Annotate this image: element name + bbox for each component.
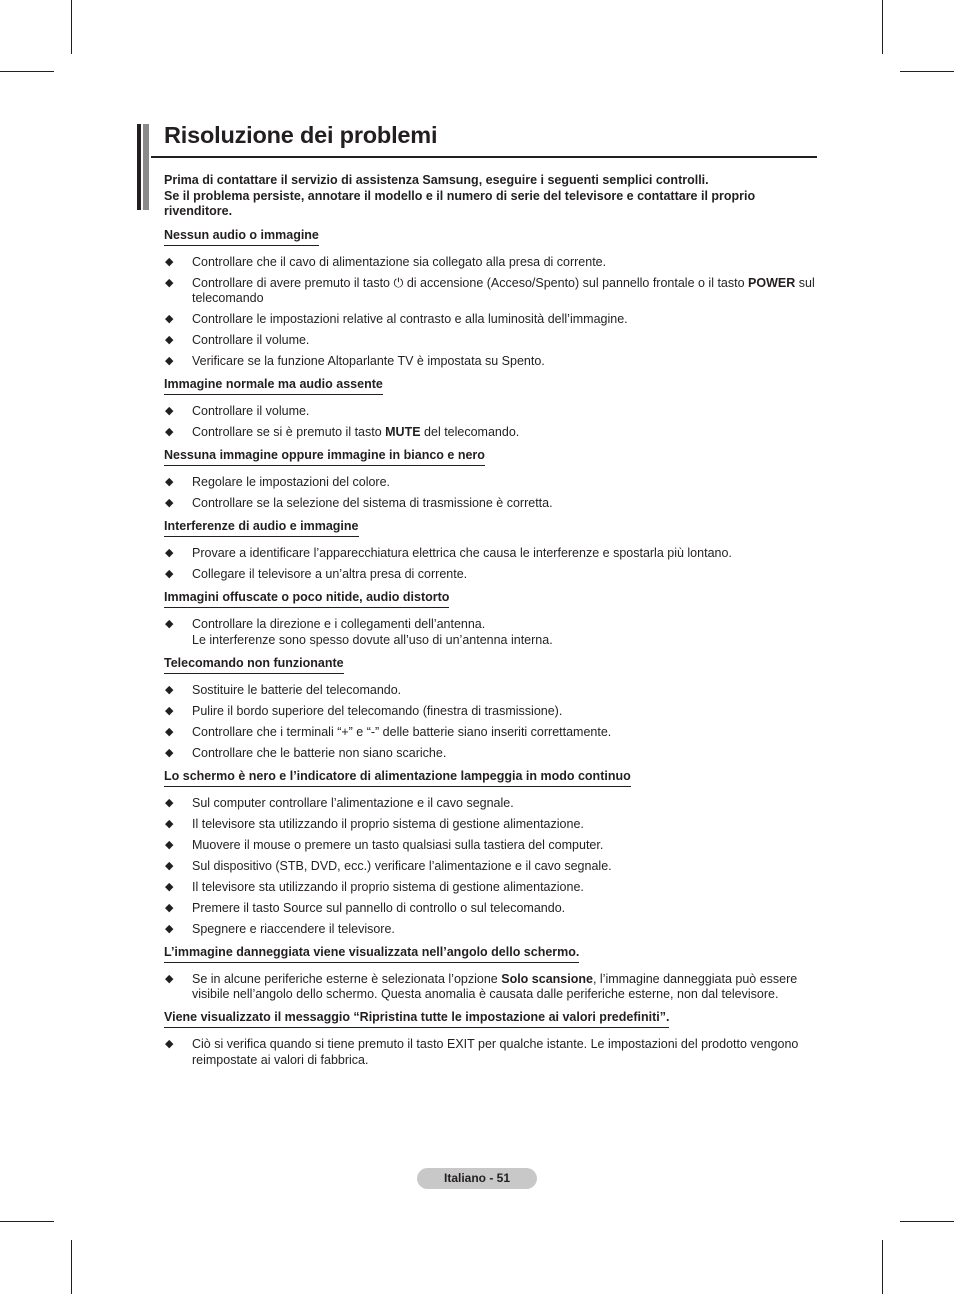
item-text: Controllare il volume. — [192, 404, 310, 418]
diamond-bullet-icon: ◆ — [165, 313, 174, 325]
item-text: Sul computer controllare l’alimentazione e il cavo segnale. — [192, 795, 514, 810]
item-text: Pulire il bordo superiore del telecomando (finestra di trasmissione). — [192, 703, 563, 718]
item-text: Premere il tasto Source sul pannello di controllo o sul telecomando. — [192, 900, 566, 915]
diamond-bullet-icon: ◆ — [165, 838, 174, 851]
power-icon: ⏻ — [393, 275, 404, 290]
section-heading: Nessuna immagine oppure immagine in bianco e nero — [164, 448, 485, 466]
item-text: Controllare se si è premuto il tasto — [192, 425, 386, 439]
check-list — [164, 796, 817, 938]
diamond-bullet-icon: ◆ — [165, 725, 174, 738]
item-text: Verificare se la funzione Altoparlante TV è impostata su Spento. — [192, 354, 545, 368]
list-item — [164, 496, 817, 512]
crop-mark — [71, 1240, 72, 1294]
title-side-bar — [137, 124, 152, 210]
list-item — [164, 796, 817, 812]
diamond-bullet-icon: ◆ — [165, 618, 174, 630]
list-item — [164, 475, 817, 491]
list-item — [164, 425, 817, 441]
item-text-bold: POWER — [748, 275, 796, 290]
diamond-bullet-icon: ◆ — [165, 817, 174, 830]
diamond-bullet-icon: ◆ — [165, 746, 174, 759]
item-text: Controllare che i terminali “+” e “-” delle batterie siano inseriti correttamente. — [192, 724, 612, 739]
page-content — [164, 173, 817, 1074]
section-heading: Nessun audio o immagine — [164, 228, 319, 246]
intro-line: Prima di contattare il servizio di assistenza Samsung, eseguire i seguenti semplici controlli. — [164, 173, 709, 187]
diamond-bullet-icon: ◆ — [165, 334, 174, 346]
item-text: Regolare le impostazioni del colore. — [192, 475, 391, 489]
list-item — [164, 1037, 817, 1068]
troubleshooting-section — [164, 588, 817, 648]
diamond-bullet-icon: ◆ — [165, 683, 174, 696]
list-item — [164, 704, 817, 720]
check-list — [164, 255, 817, 370]
troubleshooting-section — [164, 1008, 817, 1068]
item-text: Controllare che il cavo di alimentazione sia collegato alla presa di corrente. — [192, 254, 607, 269]
check-list — [164, 404, 817, 441]
diamond-bullet-icon: ◆ — [165, 476, 174, 488]
list-item — [164, 333, 817, 349]
section-heading: Immagine normale ma audio assente — [164, 377, 383, 395]
section-heading: Lo schermo è nero e l’indicatore di alimentazione lampeggia in modo continuo — [164, 769, 631, 787]
list-item — [164, 817, 817, 833]
diamond-bullet-icon: ◆ — [165, 355, 174, 367]
diamond-bullet-icon: ◆ — [165, 426, 174, 438]
list-item — [164, 880, 817, 896]
item-text: Il televisore sta utilizzando il proprio sistema di gestione alimentazione. — [192, 816, 584, 831]
diamond-bullet-icon: ◆ — [165, 497, 174, 509]
troubleshooting-section — [164, 943, 817, 1003]
diamond-bullet-icon: ◆ — [165, 859, 174, 872]
list-item — [164, 617, 817, 648]
diamond-bullet-icon: ◆ — [165, 547, 174, 559]
item-text: Sul dispositivo (STB, DVD, ecc.) verificare l’alimentazione e il cavo segnale. — [192, 858, 612, 873]
diamond-bullet-icon: ◆ — [165, 568, 174, 580]
item-text: Controllare il volume. — [192, 333, 310, 347]
check-list — [164, 617, 817, 648]
crop-mark — [900, 1221, 954, 1222]
item-text: Provare a identificare l’apparecchiatura elettrica che causa le interferenze e spostarla più lontano. — [192, 546, 732, 560]
diamond-bullet-icon: ◆ — [165, 901, 174, 914]
item-text: Se in alcune periferiche esterne è selezionata l’opzione — [192, 971, 502, 986]
troubleshooting-section — [164, 446, 817, 512]
diamond-bullet-icon: ◆ — [165, 1038, 174, 1050]
title-rule — [151, 156, 817, 158]
list-item — [164, 404, 817, 420]
troubleshooting-section — [164, 375, 817, 441]
diamond-bullet-icon: ◆ — [165, 922, 174, 935]
list-item — [164, 567, 817, 583]
crop-mark — [71, 0, 72, 54]
intro-text — [164, 173, 817, 220]
item-text: di accensione (Acceso/Spento) sul pannello frontale o il tasto — [403, 275, 749, 290]
list-item — [164, 725, 817, 741]
item-text: Ciò si verifica quando si tiene premuto il tasto EXIT per qualche istante. Le impostazioni del prodotto vengono reimpostate ai valori di fabbrica. — [192, 1037, 799, 1067]
diamond-bullet-icon: ◆ — [165, 276, 174, 289]
section-heading: L’immagine danneggiata viene visualizzata nell’angolo dello schermo. — [164, 945, 579, 963]
troubleshooting-section — [164, 654, 817, 762]
crop-mark — [900, 71, 954, 72]
item-text-bold: MUTE — [385, 425, 421, 439]
list-item — [164, 901, 817, 917]
section-heading: Interferenze di audio e immagine — [164, 519, 359, 537]
item-text: Sostituire le batterie del telecomando. — [192, 682, 402, 697]
check-list — [164, 683, 817, 762]
diamond-bullet-icon: ◆ — [165, 972, 174, 985]
check-list — [164, 972, 817, 1003]
diamond-bullet-icon: ◆ — [165, 880, 174, 893]
item-text-line: Controllare la direzione e i collegamenti dell’antenna. — [192, 617, 486, 631]
item-text: Controllare le impostazioni relative al contrasto e alla luminosità dell’immagine. — [192, 312, 628, 326]
list-item — [164, 859, 817, 875]
list-item — [164, 546, 817, 562]
list-item — [164, 255, 817, 271]
page-title: Risoluzione dei problemi — [164, 122, 438, 148]
troubleshooting-section — [164, 226, 817, 370]
diamond-bullet-icon: ◆ — [165, 704, 174, 717]
list-item — [164, 312, 817, 328]
check-list — [164, 475, 817, 512]
item-text: Controllare se la selezione del sistema di trasmissione è corretta. — [192, 496, 553, 510]
list-item — [164, 354, 817, 370]
list-item — [164, 746, 817, 762]
check-list — [164, 1037, 817, 1068]
item-text: Collegare il televisore a un’altra presa di corrente. — [192, 567, 468, 581]
section-heading: Telecomando non funzionante — [164, 656, 344, 674]
item-text: Il televisore sta utilizzando il proprio sistema di gestione alimentazione. — [192, 879, 584, 894]
troubleshooting-section — [164, 767, 817, 938]
item-text: Controllare di avere premuto il tasto — [192, 275, 394, 290]
intro-line: Se il problema persiste, annotare il modello e il numero di serie del televisore e contattare il proprio rivenditore. — [164, 188, 756, 218]
diamond-bullet-icon: ◆ — [165, 255, 174, 268]
crop-mark — [882, 0, 883, 54]
item-text-bold: Solo scansione — [501, 971, 593, 986]
diamond-bullet-icon: ◆ — [165, 405, 174, 417]
list-item — [164, 972, 817, 1003]
item-text: sul telecomando — [192, 275, 815, 305]
list-item — [164, 276, 817, 307]
crop-mark — [0, 71, 54, 72]
list-item — [164, 838, 817, 854]
item-text: , l’immagine danneggiata può essere visibile nell’angolo dello schermo. Questa anomalia è causata dalle periferiche esterne, non dal televisore. — [192, 971, 798, 1001]
troubleshooting-sections — [164, 226, 817, 1069]
crop-mark — [0, 1221, 54, 1222]
item-text: Controllare che le batterie non siano scariche. — [192, 745, 447, 760]
crop-mark — [882, 1240, 883, 1294]
page-number-badge: Italiano - 51 — [417, 1168, 537, 1189]
section-heading: Viene visualizzato il messaggio “Ripristina tutte le impostazione ai valori predefiniti”. — [164, 1010, 669, 1028]
item-text: del telecomando. — [420, 425, 520, 439]
item-text-line: Le interferenze sono spesso dovute all’uso di un’antenna interna. — [192, 632, 553, 647]
item-text: Spegnere e riaccendere il televisore. — [192, 921, 395, 936]
diamond-bullet-icon: ◆ — [165, 796, 174, 809]
troubleshooting-section — [164, 517, 817, 583]
list-item — [164, 683, 817, 699]
list-item — [164, 922, 817, 938]
item-text: Muovere il mouse o premere un tasto qualsiasi sulla tastiera del computer. — [192, 837, 604, 852]
check-list — [164, 546, 817, 583]
section-heading: Immagini offuscate o poco nitide, audio distorto — [164, 590, 449, 608]
